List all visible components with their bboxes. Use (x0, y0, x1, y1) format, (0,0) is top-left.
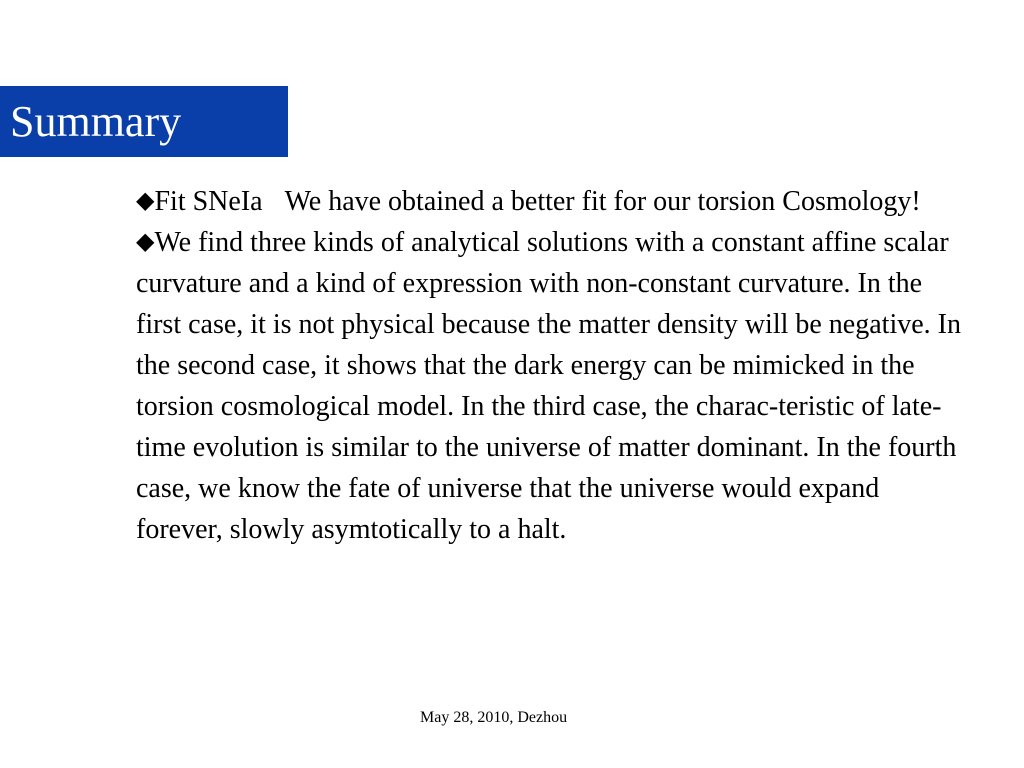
bullet-analytical-solutions (136, 222, 966, 550)
title-bar (0, 86, 288, 157)
bullet-fit-sneia (136, 181, 966, 222)
diamond-bullet-icon: ◆ (136, 229, 155, 255)
diamond-bullet-icon: ◆ (136, 188, 155, 214)
bullet-text: We find three kinds of analytical solutions with a constant affine scalar curvature and a kind of expression with non-constant curvature. In the first case, it is not physical because the matter density will be negative. In the second case, it shows that the dark energy can be mimicked in the torsion cosmological model. In the third case, the charac-teristic of late-time evolution is similar to the universe of matter dominant. In the fourth case, we know the fate of universe that the universe would expand forever, slowly asymtotically to a halt. (136, 227, 961, 545)
footer-date-location: May 28, 2010, Dezhou (420, 709, 568, 726)
slide-title: Summary (10, 97, 182, 146)
bullet-label: Fit SNeIa (154, 186, 263, 217)
bullet-text: We have obtained a better fit for our torsion Cosmology! (284, 186, 921, 217)
slide-content (136, 181, 966, 550)
